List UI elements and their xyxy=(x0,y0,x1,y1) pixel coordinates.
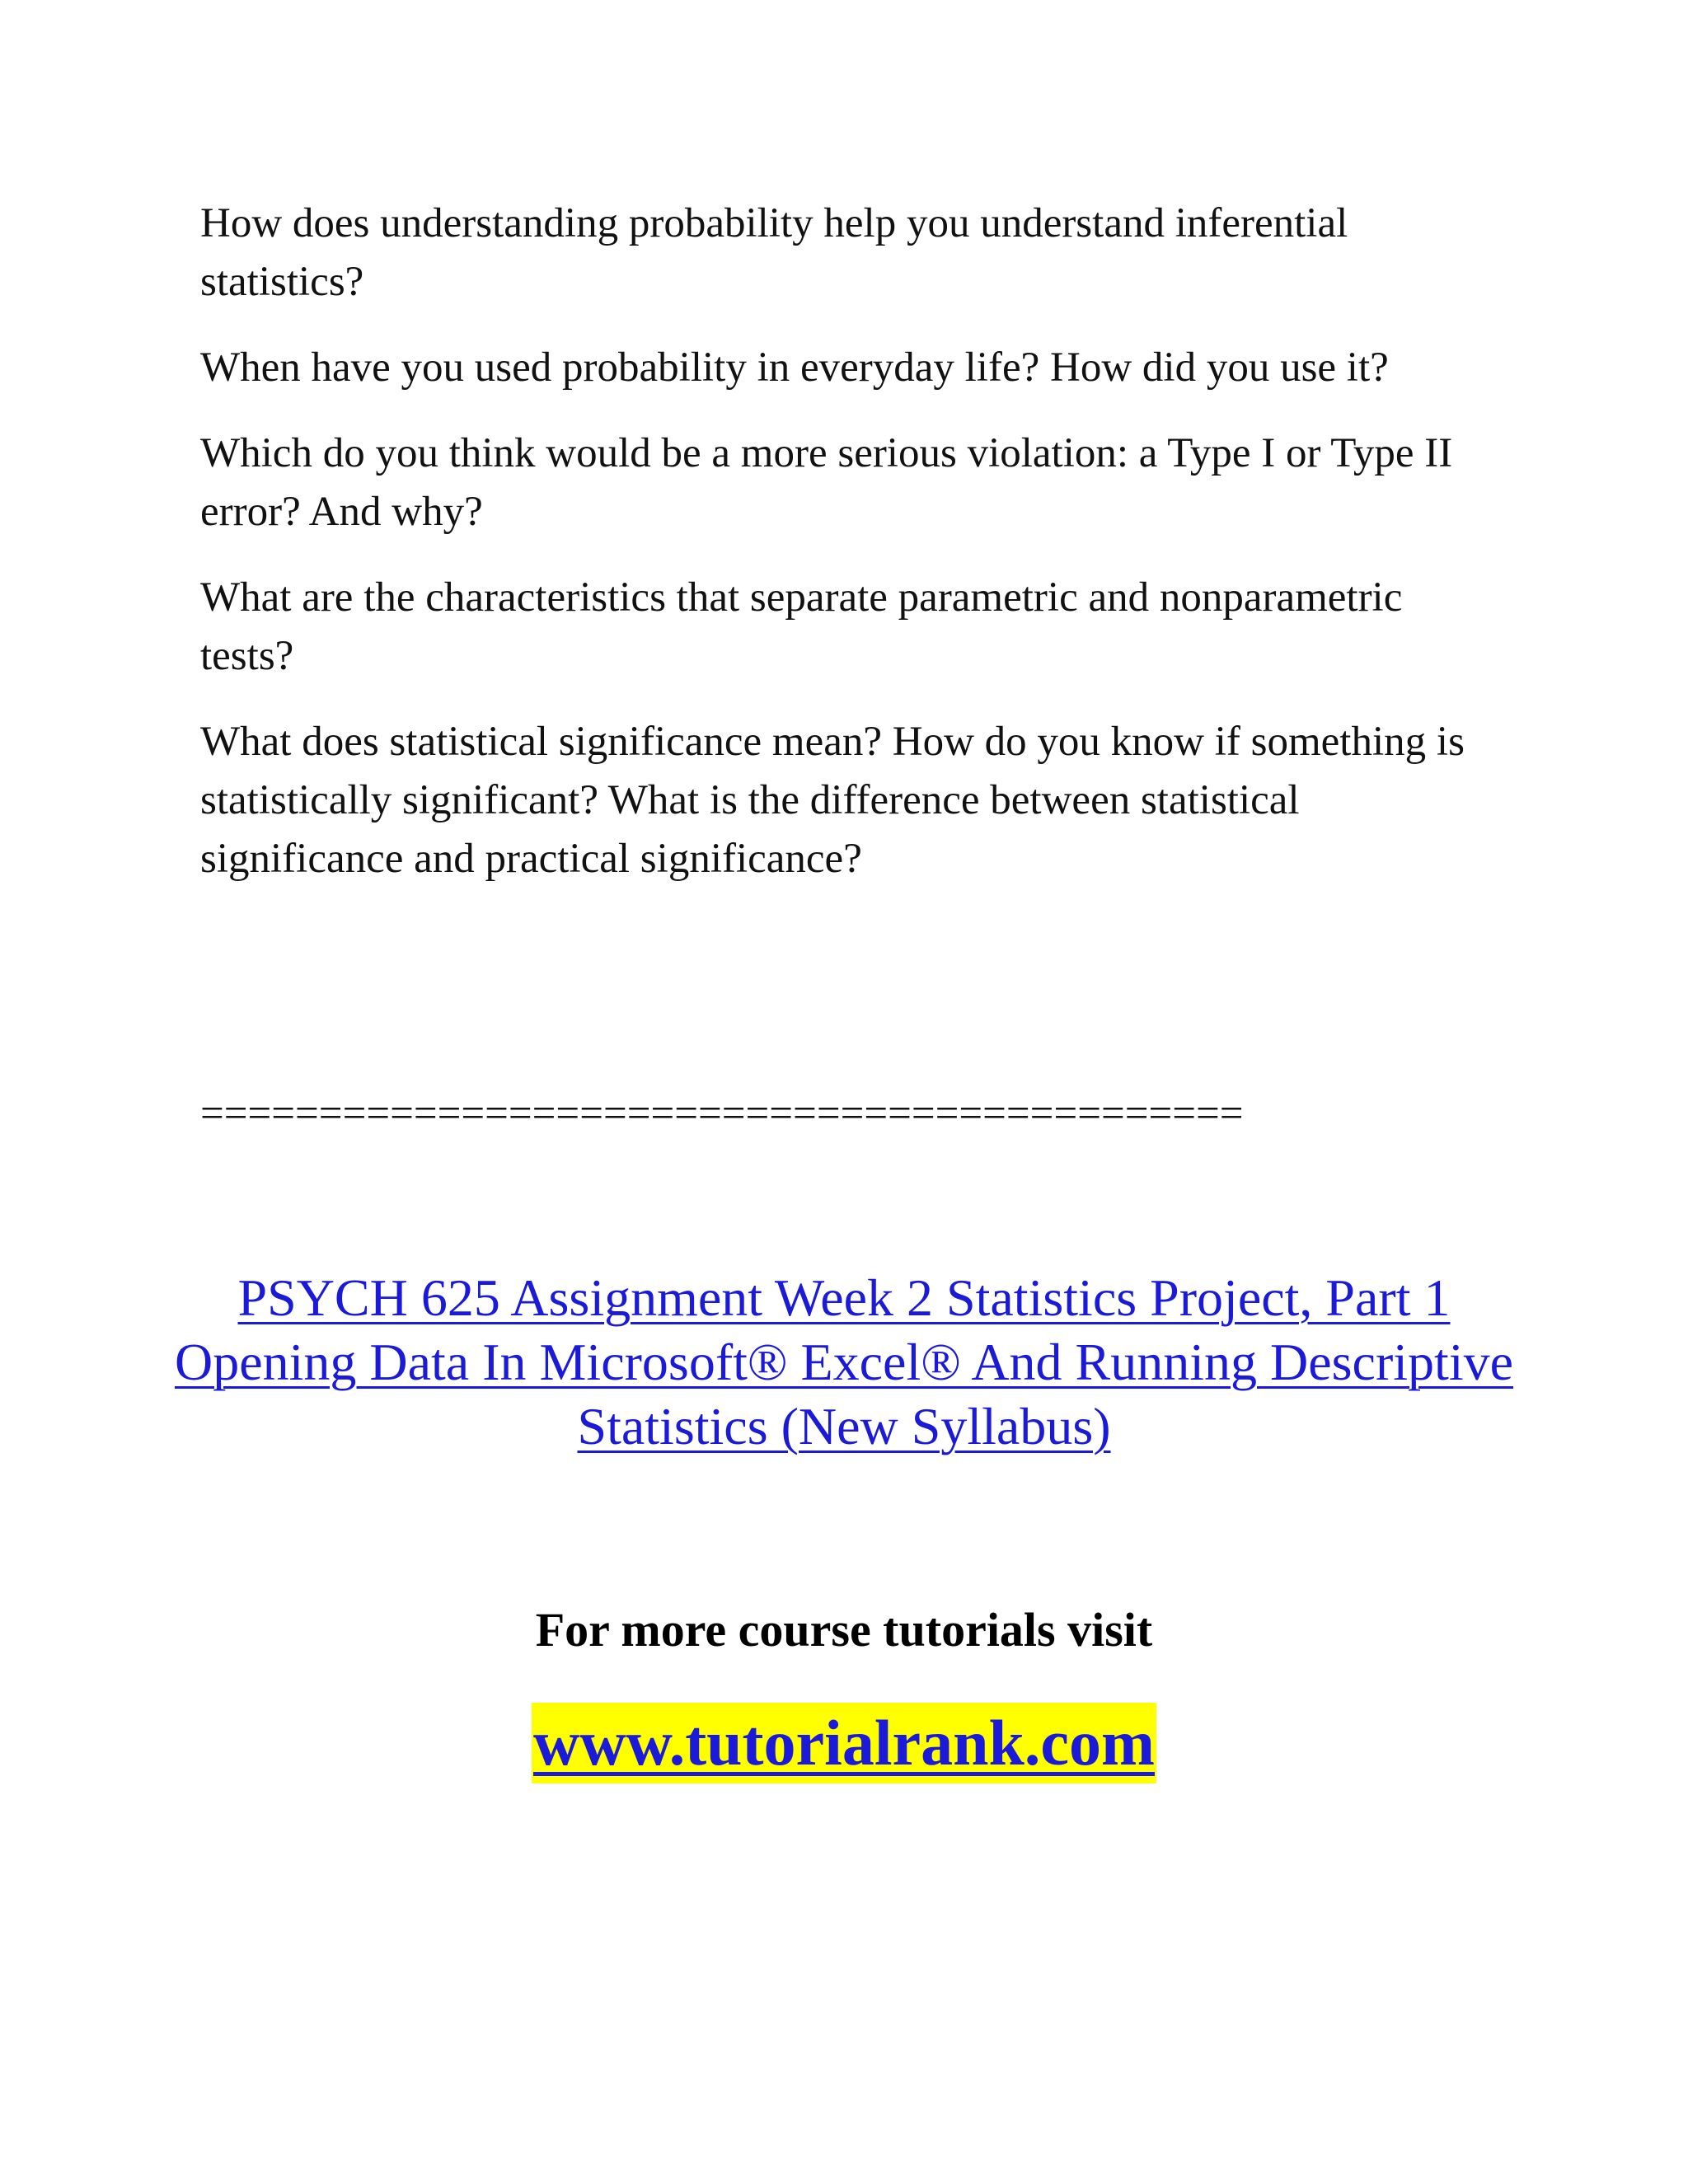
question-statistical-significance: What does statistical significance mean? How do you know if something is statistically significant? What is the difference between statistical significance and practical significance? xyxy=(200,719,1465,882)
site-link-container xyxy=(0,1703,1688,1783)
course-assignment-link[interactable]: PSYCH 625 Assignment Week 2 Statistics Project, Part 1 Opening Data In Microsoft® Excel® And Running Descriptive Statistics (New Syllabus) xyxy=(174,1268,1514,1455)
question-probability-inferential: How does understanding probability help you understand inferential statistics? xyxy=(200,200,1348,305)
question-list xyxy=(200,194,1503,916)
visit-prompt: For more course tutorials visit xyxy=(535,1603,1153,1657)
question-probability-everyday: When have you used probability in everyday life? How did you use it? xyxy=(200,344,1389,391)
website-link[interactable]: www.tutorialrank.com xyxy=(532,1703,1156,1783)
question-type-errors: Which do you think would be a more serious violation: a Type I or Type II error? And why? xyxy=(200,430,1453,535)
section-divider: ============================================ xyxy=(200,1090,1244,1137)
question-parametric-tests: What are the characteristics that separate parametric and nonparametric tests? xyxy=(200,574,1403,679)
